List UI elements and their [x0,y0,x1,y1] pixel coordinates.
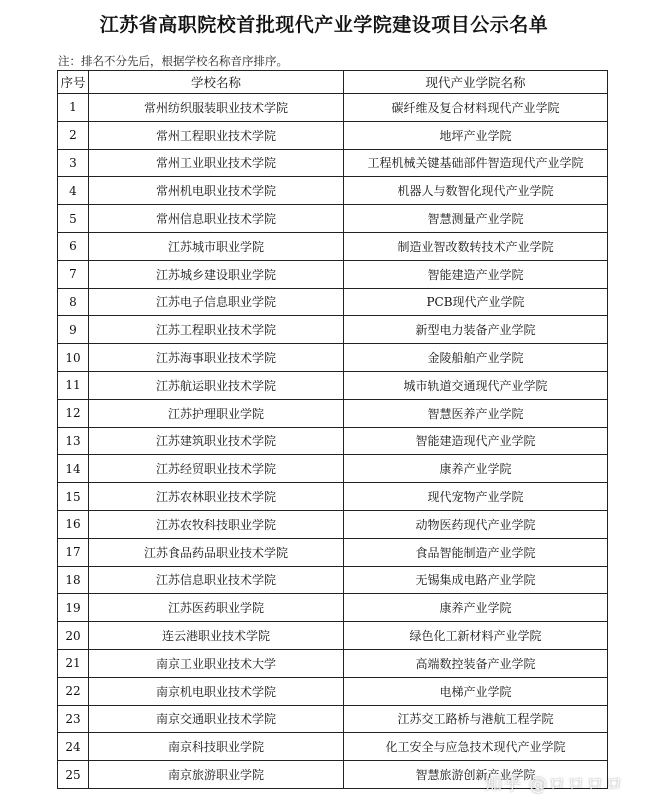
school-name-cell: 江苏护理职业学院 [89,399,344,427]
college-name-cell: PCB现代产业学院 [344,288,608,316]
college-name-cell: 城市轨道交通现代产业学院 [344,371,608,399]
college-name-cell: 工程机械关键基础部件智造现代产业学院 [344,149,608,177]
table-header-row [58,71,608,94]
college-name-cell: 康养产业学院 [344,594,608,622]
table-row [58,316,608,344]
row-index: 18 [58,566,89,594]
table-row [58,205,608,233]
school-name-cell: 常州工程职业技术学院 [89,121,344,149]
school-name-cell: 江苏农林职业技术学院 [89,483,344,511]
school-name-cell: 江苏经贸职业技术学院 [89,455,344,483]
row-index: 17 [58,538,89,566]
row-index: 8 [58,288,89,316]
school-name-cell: 南京科技职业学院 [89,733,344,761]
college-name-cell: 动物医药现代产业学院 [344,510,608,538]
row-index: 2 [58,121,89,149]
school-name-cell: 江苏农牧科技职业学院 [89,510,344,538]
table-row [58,149,608,177]
school-name-cell: 常州机电职业技术学院 [89,177,344,205]
school-name-cell: 南京机电职业技术学院 [89,677,344,705]
college-list-table [57,70,608,789]
row-index: 20 [58,622,89,650]
row-index: 12 [58,399,89,427]
table-row [58,594,608,622]
college-name-cell: 地坪产业学院 [344,121,608,149]
college-name-cell: 智能建造现代产业学院 [344,427,608,455]
table-row [58,622,608,650]
row-index: 16 [58,510,89,538]
school-name-cell: 江苏医药职业学院 [89,594,344,622]
table-row [58,94,608,122]
table-row [58,371,608,399]
school-name-cell: 连云港职业技术学院 [89,622,344,650]
table-row [58,399,608,427]
college-name-cell: 高端数控装备产业学院 [344,649,608,677]
row-index: 9 [58,316,89,344]
table-row [58,260,608,288]
college-name-cell: 金陵船舶产业学院 [344,344,608,372]
table-row [58,538,608,566]
row-index: 24 [58,733,89,761]
school-name-cell: 江苏航运职业技术学院 [89,371,344,399]
college-name-cell: 无锡集成电路产业学院 [344,566,608,594]
row-index: 10 [58,344,89,372]
table-row [58,344,608,372]
school-name-cell: 江苏电子信息职业学院 [89,288,344,316]
row-index: 21 [58,649,89,677]
school-name-cell: 江苏信息职业技术学院 [89,566,344,594]
row-index: 25 [58,761,89,789]
school-name-cell: 江苏建筑职业技术学院 [89,427,344,455]
college-name-cell: 智慧医养产业学院 [344,399,608,427]
row-index: 7 [58,260,89,288]
college-name-cell: 康养产业学院 [344,455,608,483]
table-row [58,455,608,483]
college-name-cell: 现代宠物产业学院 [344,483,608,511]
college-name-cell: 新型电力装备产业学院 [344,316,608,344]
school-name-cell: 常州纺织服装职业技术学院 [89,94,344,122]
row-index: 3 [58,149,89,177]
header-school-name: 学校名称 [89,71,344,94]
table-row [58,649,608,677]
table-row [58,677,608,705]
row-index: 5 [58,205,89,233]
watermark: 知乎 @ロロロロ [484,774,624,795]
row-index: 19 [58,594,89,622]
row-index: 13 [58,427,89,455]
school-name-cell: 常州工业职业技术学院 [89,149,344,177]
college-name-cell: 智慧测量产业学院 [344,205,608,233]
row-index: 22 [58,677,89,705]
school-name-cell: 南京交通职业技术学院 [89,705,344,733]
table-row [58,427,608,455]
school-name-cell: 江苏海事职业技术学院 [89,344,344,372]
header-index: 序号 [58,71,89,94]
college-name-cell: 碳纤维及复合材料现代产业学院 [344,94,608,122]
college-name-cell: 江苏交工路桥与港航工程学院 [344,705,608,733]
college-name-cell: 化工安全与应急技术现代产业学院 [344,733,608,761]
table-row [58,705,608,733]
row-index: 1 [58,94,89,122]
school-name-cell: 南京旅游职业学院 [89,761,344,789]
college-name-cell: 智慧旅游创新产业学院 [344,761,608,789]
school-name-cell: 江苏食品药品职业技术学院 [89,538,344,566]
school-name-cell: 南京工业职业技术大学 [89,649,344,677]
college-name-cell: 电梯产业学院 [344,677,608,705]
table-row [58,121,608,149]
table-row [58,177,608,205]
row-index: 6 [58,232,89,260]
row-index: 11 [58,371,89,399]
school-name-cell: 常州信息职业技术学院 [89,205,344,233]
row-index: 15 [58,483,89,511]
table-row [58,733,608,761]
row-index: 14 [58,455,89,483]
header-college-name: 现代产业学院名称 [344,71,608,94]
college-name-cell: 绿色化工新材料产业学院 [344,622,608,650]
school-name-cell: 江苏城乡建设职业学院 [89,260,344,288]
school-name-cell: 江苏城市职业学院 [89,232,344,260]
college-name-cell: 食品智能制造产业学院 [344,538,608,566]
document-title: 江苏省高职院校首批现代产业学院建设项目公示名单 [99,14,549,36]
table-row [58,288,608,316]
table-body [58,94,608,789]
table-row [58,566,608,594]
college-name-cell: 机器人与数智化现代产业学院 [344,177,608,205]
sort-note: 注：排名不分先后，根据学校名称音序排序。 [58,54,288,68]
college-name-cell: 制造业智改数转技术产业学院 [344,232,608,260]
table-row [58,483,608,511]
table-row [58,232,608,260]
college-name-cell: 智能建造产业学院 [344,260,608,288]
table-row [58,510,608,538]
school-name-cell: 江苏工程职业技术学院 [89,316,344,344]
row-index: 23 [58,705,89,733]
row-index: 4 [58,177,89,205]
